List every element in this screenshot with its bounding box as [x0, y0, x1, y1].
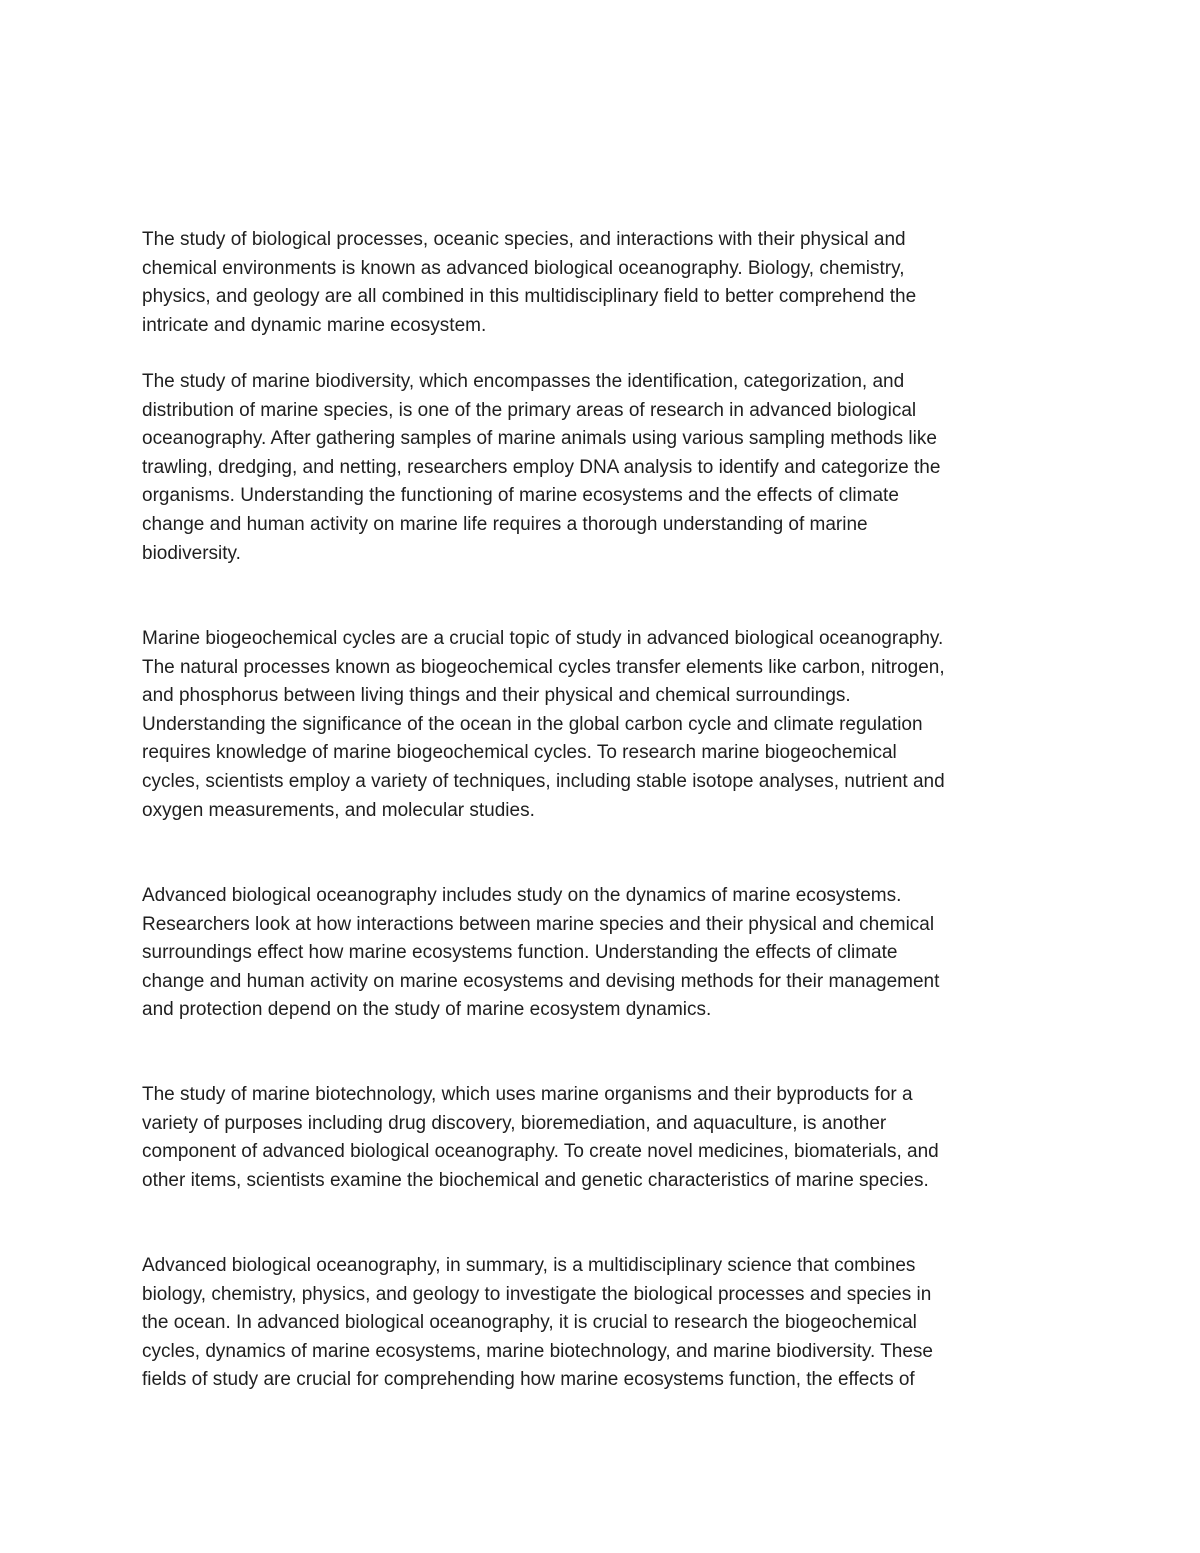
text-line: The study of biological processes, oceanic species, and interactions with their physical and: [142, 229, 906, 250]
text-line: other items, scientists examine the biochemical and genetic characteristics of marine species.: [142, 1169, 929, 1191]
paragraph-ecosystem-dynamics: [142, 882, 1062, 1025]
text-line: Understanding the significance of the ocean in the global carbon cycle and climate regulation: [142, 713, 923, 735]
text-line: fields of study are crucial for comprehending how marine ecosystems function, the effects of: [142, 1369, 915, 1391]
text-line: requires knowledge of marine biogeochemical cycles. To research marine biogeochemical: [142, 742, 897, 764]
text-line: cycles, scientists employ a variety of techniques, including stable isotope analyses, nutrient and: [142, 770, 945, 792]
text-line: change and human activity on marine ecosystems and devising methods for their management: [142, 970, 940, 992]
text-line: The natural processes known as biogeochemical cycles transfer elements like carbon, nitrogen,: [142, 656, 945, 678]
paragraph-biodiversity: [142, 368, 1062, 568]
text-line: organisms. Understanding the functioning of marine ecosystems and the effects of climate: [142, 485, 899, 507]
text-line: component of advanced biological oceanography. To create novel medicines, biomaterials, and: [142, 1141, 939, 1163]
paragraph-summary: [142, 1252, 1062, 1395]
paragraph-intro: [142, 226, 1062, 340]
text-line: biodiversity.: [142, 542, 241, 564]
paragraph-biogeochemical-cycles: [142, 625, 1062, 825]
text-line: intricate and dynamic marine ecosystem.: [142, 314, 487, 336]
text-line: surroundings effect how marine ecosystems function. Understanding the effects of climate: [142, 942, 898, 964]
text-line: oxygen measurements, and molecular studies.: [142, 799, 535, 821]
text-line: variety of purposes including drug discovery, bioremediation, and aquaculture, is another: [142, 1112, 887, 1134]
paragraph-biotechnology: [142, 1081, 1062, 1195]
text-line: and protection depend on the study of marine ecosystem dynamics.: [142, 999, 712, 1021]
text-line: Advanced biological oceanography, in summary, is a multidisciplinary science that combines: [142, 1255, 916, 1276]
text-line: trawling, dredging, and netting, researchers employ DNA analysis to identify and categorize the: [142, 456, 941, 478]
text-line: oceanography. After gathering samples of marine animals using various sampling methods like: [142, 428, 937, 450]
text-line: chemical environments is known as advanced biological oceanography. Biology, chemistry,: [142, 257, 905, 279]
text-line: the ocean. In advanced biological oceanography, it is crucial to research the biogeochemical: [142, 1312, 917, 1334]
text-line: The study of marine biotechnology, which uses marine organisms and their byproducts for a: [142, 1084, 913, 1105]
text-line: and phosphorus between living things and their physical and chemical surroundings.: [142, 685, 851, 707]
text-line: cycles, dynamics of marine ecosystems, marine biotechnology, and marine biodiversity. These: [142, 1340, 933, 1362]
text-line: biology, chemistry, physics, and geology to investigate the biological processes and species in: [142, 1283, 932, 1305]
text-line: distribution of marine species, is one of the primary areas of research in advanced biological: [142, 399, 917, 421]
text-line: Researchers look at how interactions between marine species and their physical and chemical: [142, 913, 935, 935]
text-line: physics, and geology are all combined in this multidisciplinary field to better comprehend the: [142, 286, 917, 308]
text-line: The study of marine biodiversity, which encompasses the identification, categorization, and: [142, 371, 905, 392]
text-line: Advanced biological oceanography includes study on the dynamics of marine ecosystems.: [142, 885, 902, 906]
text-line: change and human activity on marine life requires a thorough understanding of marine: [142, 513, 868, 535]
text-line: Marine biogeochemical cycles are a crucial topic of study in advanced biological oceanography.: [142, 628, 944, 649]
